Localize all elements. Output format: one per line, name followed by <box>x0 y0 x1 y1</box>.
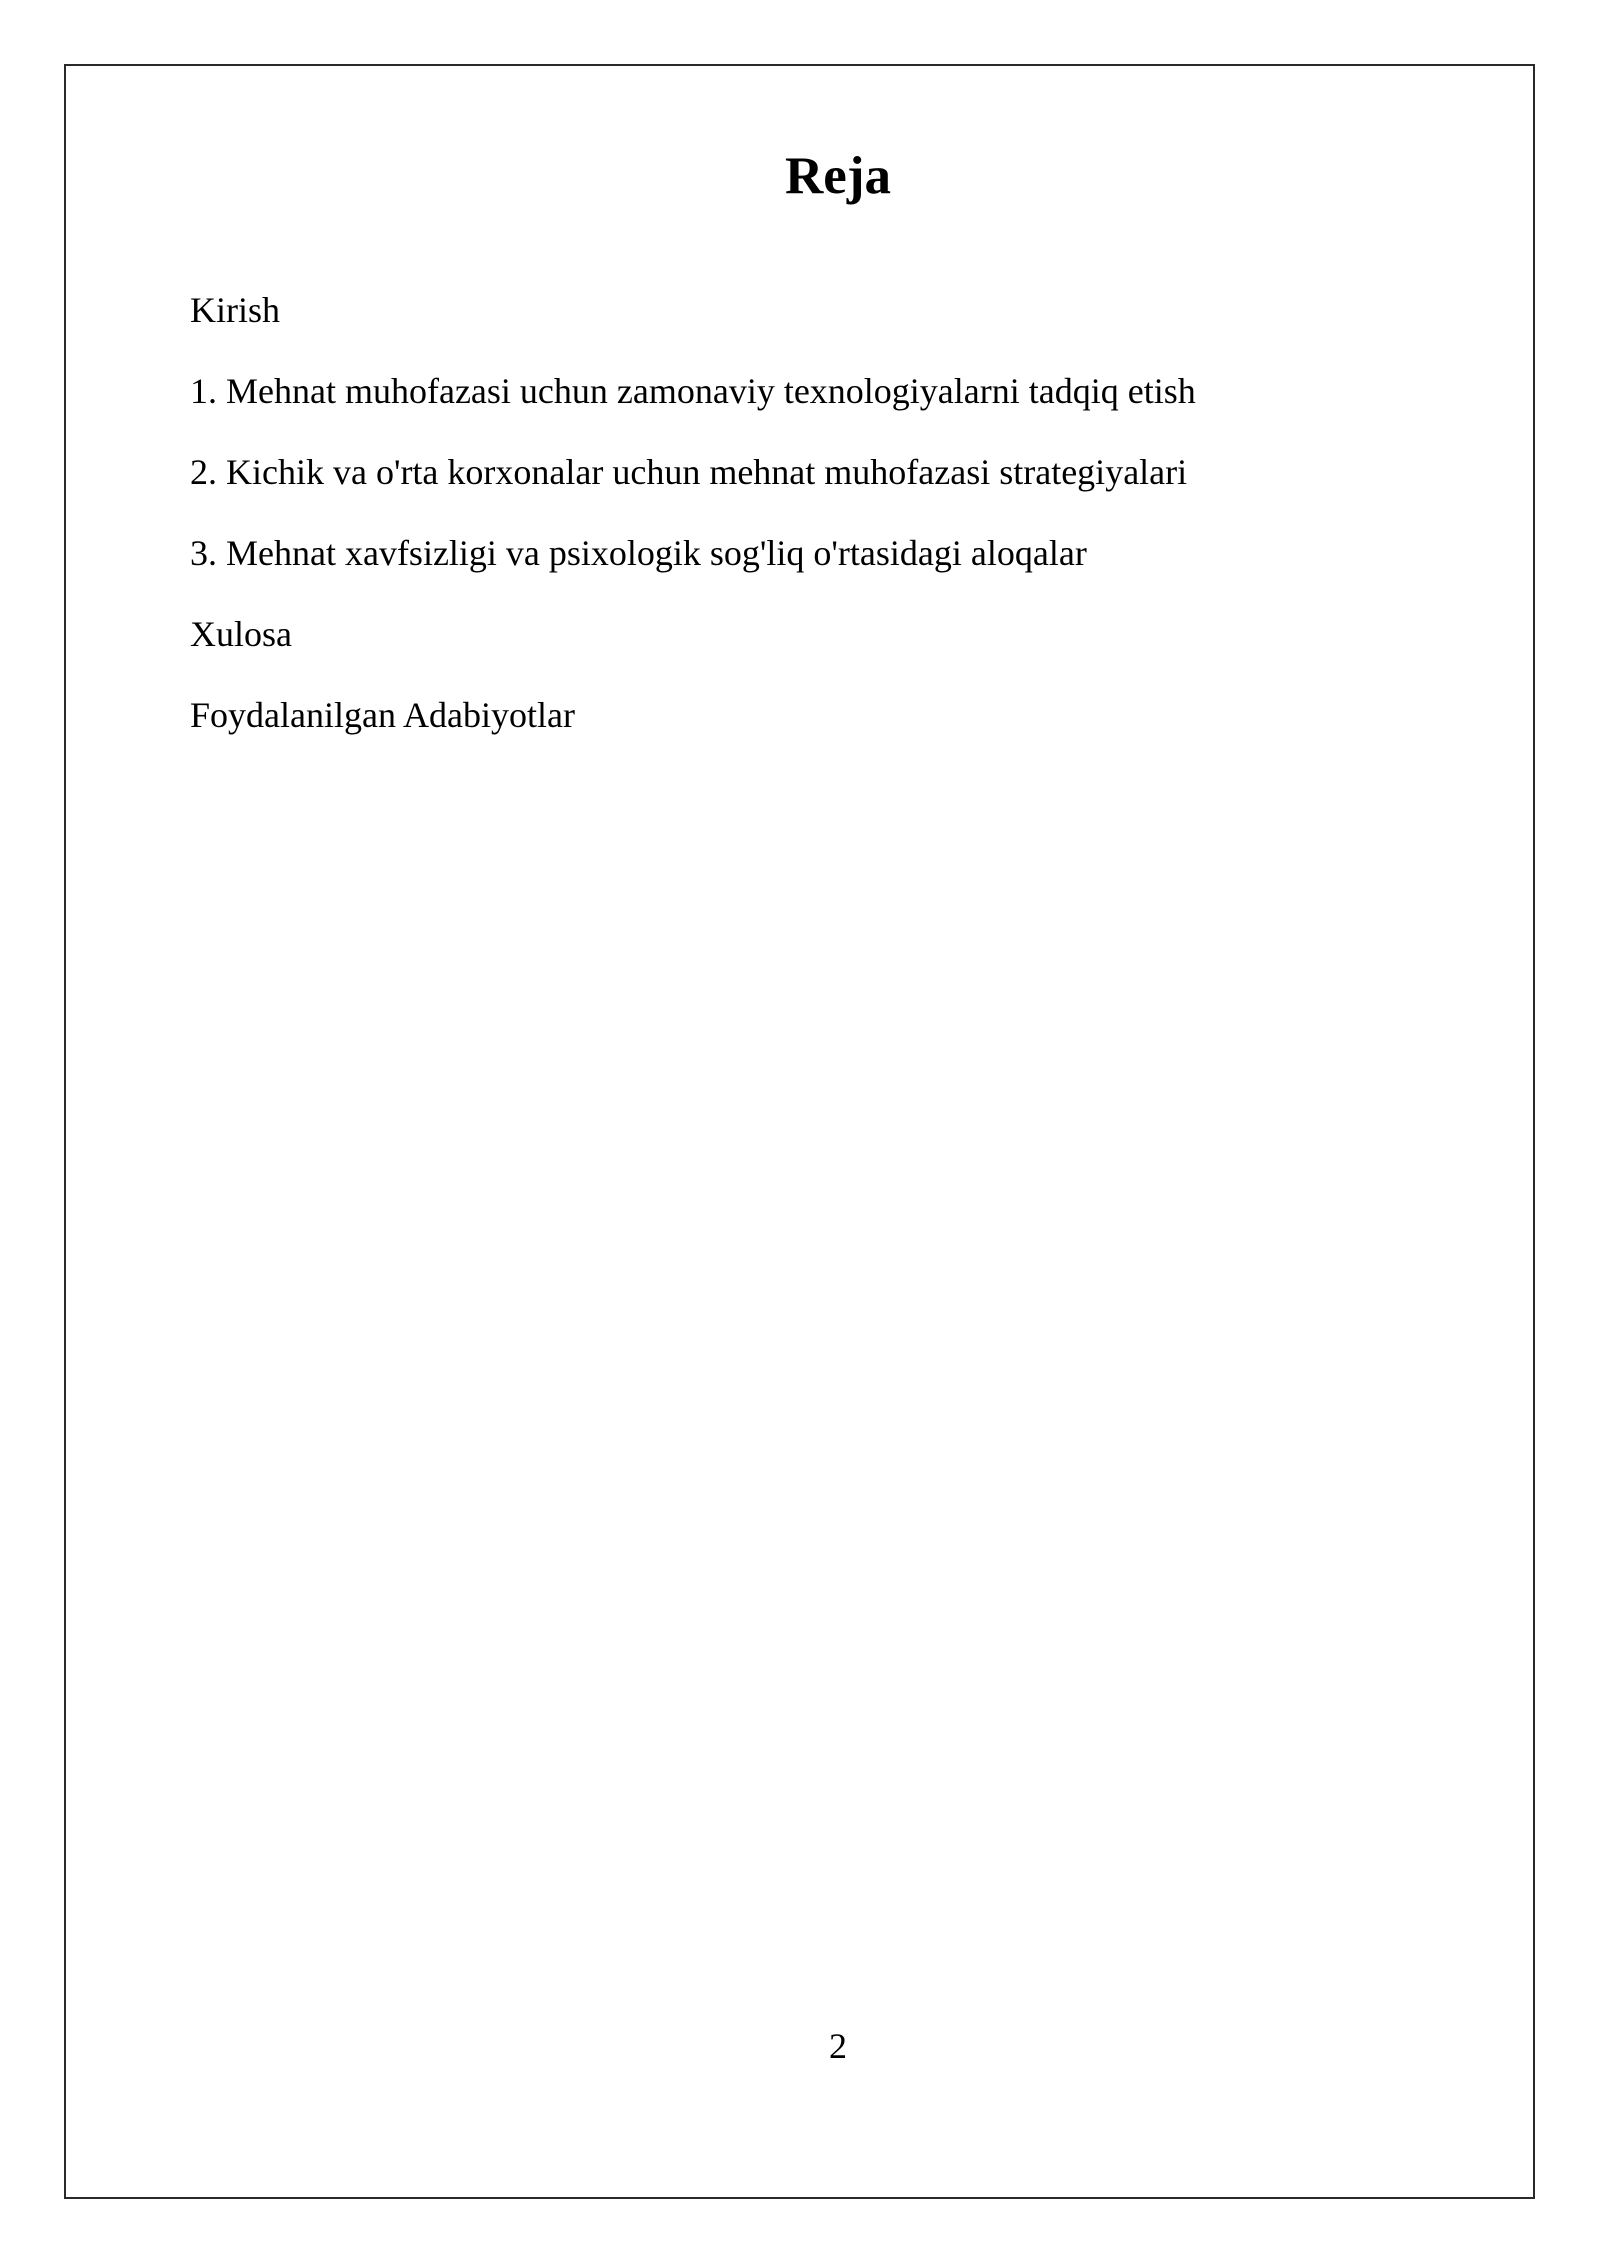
table-of-contents <box>190 290 1196 776</box>
toc-item-references: Foydalanilgan Adabiyotlar <box>190 695 575 735</box>
toc-item-chapter-1: 1. Mehnat muhofazasi uchun zamonaviy texnologiyalarni tadqiq etish <box>190 371 1196 411</box>
toc-item-chapter-2: 2. Kichik va o'rta korxonalar uchun mehnat muhofazasi strategiyalari <box>190 452 1188 492</box>
page-number: 2 <box>829 2026 847 2066</box>
toc-item-introduction: Kirish <box>190 290 280 330</box>
toc-item-chapter-3: 3. Mehnat xavfsizligi va psixologik sog'liq o'rtasidagi aloqalar <box>190 533 1087 573</box>
page-title: Reja <box>785 147 891 205</box>
toc-item-conclusion: Xulosa <box>190 614 292 654</box>
